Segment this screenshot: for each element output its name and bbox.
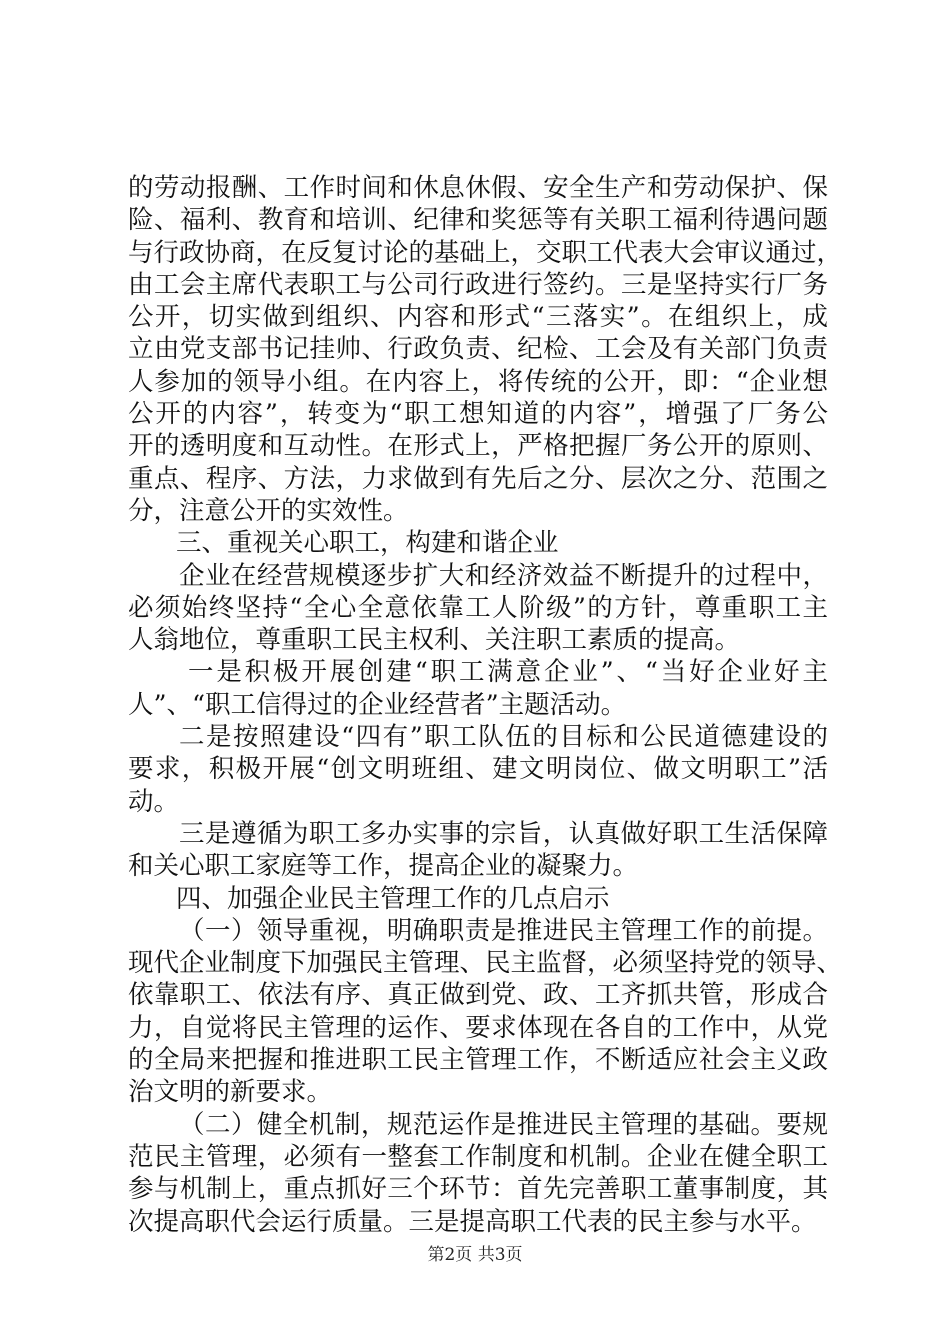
text-line: 人参加的领导小组。在内容上，将传统的公开，即：“企业想 xyxy=(128,366,828,397)
text-line: 险、福利、教育和培训、纪律和奖惩等有关职工福利待遇问题 xyxy=(128,205,828,236)
text-line: 一是积极开展创建“职工满意企业”、“当好企业好主 xyxy=(188,657,828,688)
text-line: 必须始终坚持“全心全意依靠工人阶级”的方针，尊重职工主 xyxy=(128,592,828,623)
text-line: 重点、程序、方法，力求做到有先后之分、层次之分、范围之 xyxy=(128,463,828,494)
text-line: 人”、“职工信得过的企业经营者”主题活动。 xyxy=(128,689,627,720)
text-line: 和关心职工家庭等工作，提高企业的凝聚力。 xyxy=(128,851,639,882)
text-line: 四、加强企业民主管理工作的几点启示 xyxy=(176,883,610,914)
text-line: 由工会主席代表职工与公司行政进行签约。三是坚持实行厂务 xyxy=(128,269,828,300)
text-line: 开的透明度和互动性。在形式上，严格把握厂务公开的原则、 xyxy=(128,431,828,462)
text-line: 依靠职工、依法有序、真正做到党、政、工齐抓共管，形成合 xyxy=(128,980,828,1011)
text-line: 分，注意公开的实效性。 xyxy=(128,495,409,526)
text-line: 参与机制上，重点抓好三个环节：首先完善职工董事制度，其 xyxy=(128,1174,828,1205)
text-line: 与行政协商，在反复讨论的基础上，交职工代表大会审议通过， xyxy=(128,237,843,268)
text-line: 二是按照建设“四有”职工队伍的目标和公民道德建设的 xyxy=(179,722,828,753)
page-number-label: 第2页 共3页 xyxy=(427,1245,523,1265)
text-line: 立由党支部书记挂帅、行政负责、纪检、工会及有关部门负责 xyxy=(128,334,828,365)
text-line: （二）健全机制，规范运作是推进民主管理的基础。要规 xyxy=(179,1109,828,1140)
text-line: 范民主管理，必须有一整套工作制度和机制。企业在健全职工 xyxy=(128,1141,828,1172)
text-line: 三、重视关心职工，构建和谐企业 xyxy=(176,528,559,559)
text-line: 人翁地位，尊重职工民主权利、关注职工素质的提高。 xyxy=(128,625,741,656)
text-line: 力，自觉将民主管理的运作、要求体现在各自的工作中，从党 xyxy=(128,1012,828,1043)
page-footer xyxy=(0,1240,950,1265)
text-line: 企业在经营规模逐步扩大和经济效益不断提升的过程中， xyxy=(179,560,828,591)
text-line: 治文明的新要求。 xyxy=(128,1077,333,1108)
text-line: （一）领导重视，明确职责是推进民主管理工作的前提。 xyxy=(179,915,828,946)
text-line: 公开的内容”，转变为“职工想知道的内容”，增强了厂务公 xyxy=(128,399,828,430)
text-line: 现代企业制度下加强民主管理、民主监督，必须坚持党的领导、 xyxy=(128,948,843,979)
text-line: 的全局来把握和推进职工民主管理工作，不断适应社会主义政 xyxy=(128,1045,828,1076)
text-line: 公开，切实做到组织、内容和形式“三落实”。在组织上，成 xyxy=(128,302,828,333)
text-line: 的劳动报酬、工作时间和休息休假、安全生产和劳动保护、保 xyxy=(128,173,828,203)
text-line: 要求，积极开展“创文明班组、建文明岗位、做文明职工”活 xyxy=(128,754,828,785)
document-body xyxy=(128,172,843,1238)
text-line: 次提高职代会运行质量。三是提高职工代表的民主参与水平。 xyxy=(128,1206,817,1237)
text-line: 三是遵循为职工多办实事的宗旨，认真做好职工生活保障 xyxy=(179,818,828,849)
text-line: 动。 xyxy=(128,786,180,817)
